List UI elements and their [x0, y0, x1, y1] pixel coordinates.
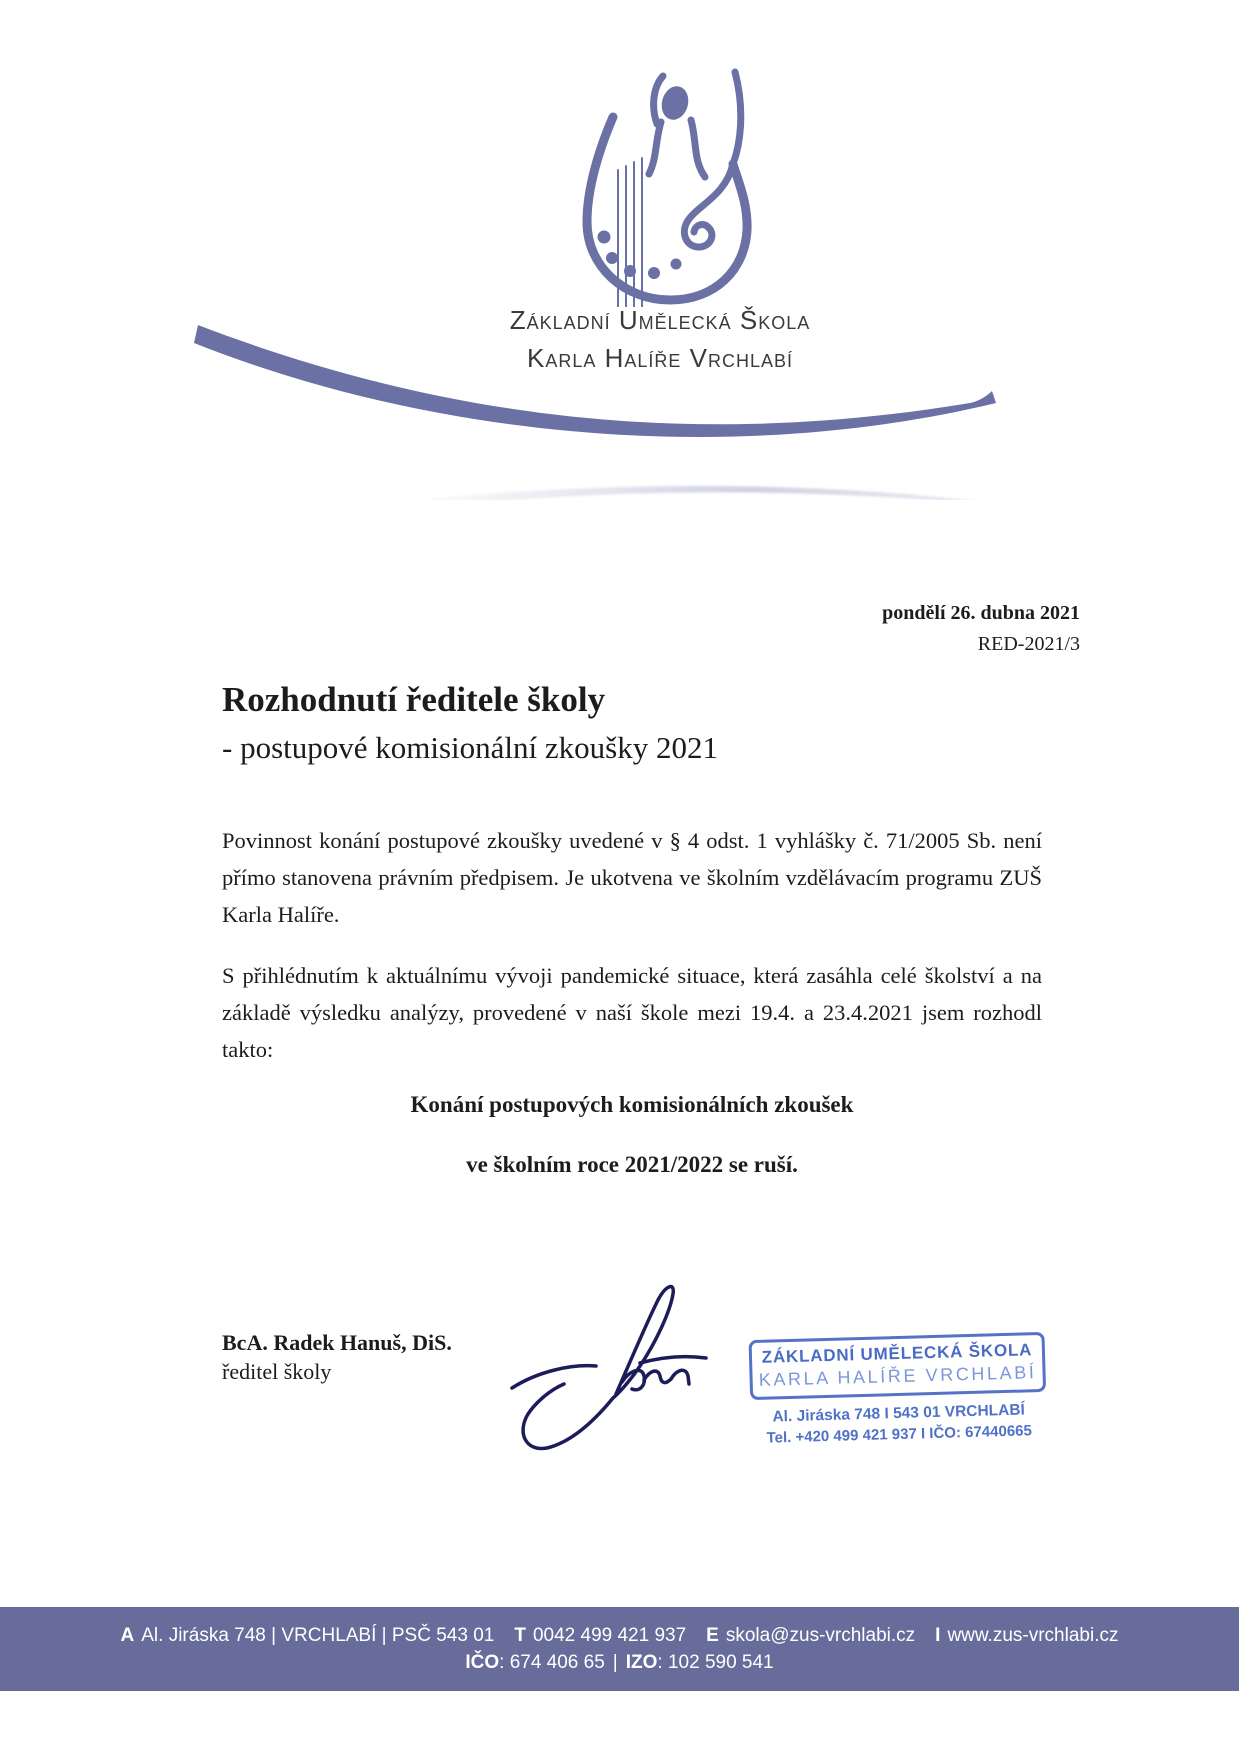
- decorative-swoosh: [170, 315, 1015, 500]
- body-text: [222, 822, 1042, 1092]
- document-reference: RED-2021/3: [977, 633, 1080, 655]
- school-name-line1: Základní Umělecká Škola: [509, 305, 811, 335]
- footer-phone: 0042 499 421 937: [532, 1624, 687, 1646]
- footer-contact-line: [121, 1625, 1119, 1647]
- footer-izo-value: : 102 590 541: [657, 1651, 774, 1673]
- footer-ico-label: IČO: [465, 1651, 500, 1673]
- footer-address-label: A: [120, 1624, 135, 1646]
- stamp-border: [749, 1332, 1047, 1400]
- footer-bar: [0, 1607, 1239, 1691]
- document-meta: [680, 598, 1080, 660]
- footer-ico-value: : 674 406 65: [499, 1651, 605, 1673]
- decision-line-1: Konání postupových komisionálních zkoušek: [410, 1092, 854, 1117]
- footer-phone-label: T: [514, 1624, 526, 1646]
- footer-web: www.zus-vrchlabi.cz: [947, 1624, 1119, 1646]
- footer-address: Al. Jiráska 748 | VRCHLABÍ | PSČ 543 01: [141, 1624, 495, 1646]
- title-block: [222, 678, 1082, 768]
- footer-izo-label: IZO: [625, 1651, 658, 1673]
- signatory-block: [222, 1328, 452, 1386]
- footer-email: skola@zus-vrchlabi.cz: [725, 1624, 916, 1646]
- decision-line-2: ve školním roce 2021/2022 se ruší.: [466, 1152, 798, 1177]
- footer-separator: |: [612, 1651, 618, 1673]
- stamp-address: Al. Jiráska 748 I 543 01 VRCHLABÍ: [772, 1401, 1026, 1426]
- stamp-school-line1: ZÁKLADNÍ UMĚLECKÁ ŠKOLA: [761, 1340, 1033, 1367]
- document-subtitle: - postupové komisionální zkoušky 2021: [222, 730, 718, 765]
- footer-id-line: [465, 1652, 773, 1674]
- signatory-role: ředitel školy: [222, 1359, 332, 1384]
- school-name-line2: Karla Halíře Vrchlabí: [527, 343, 793, 373]
- signatory-name: BcA. Radek Hanuš, DiS.: [222, 1330, 452, 1355]
- swoosh-icon: [170, 315, 1015, 500]
- violin-dancer-logo-icon: [565, 62, 815, 307]
- school-logo: [565, 62, 815, 307]
- stamp-school-line2: KARLA HALÍŘE VRCHLABÍ: [758, 1362, 1037, 1390]
- document-date: pondělí 26. dubna 2021: [882, 602, 1080, 624]
- document-title: Rozhodnutí ředitele školy: [222, 680, 606, 719]
- school-stamp: [749, 1332, 1048, 1449]
- stamp-contact: Tel. +420 499 421 937 I IČO: 67440665: [766, 1422, 1033, 1447]
- paragraph-2: S přihlédnutím k aktuálnímu vývoji pandemické situace, která zasáhla celé školství a na základě výsledku analýzy, provedené v naší škole mezi 19.4. a 23.4.2021 jsem rozhodl takto:: [222, 963, 1042, 1062]
- paragraph-1: Povinnost konání postupové zkoušky uvedené v § 4 odst. 1 vyhlášky č. 71/2005 Sb. není přímo stanovena právním předpisem. Je ukotvena ve školním vzdělávacím programu ZUŠ Karla Halíře.: [222, 828, 1042, 927]
- footer-email-label: E: [706, 1624, 719, 1646]
- footer-web-label: I: [935, 1624, 941, 1646]
